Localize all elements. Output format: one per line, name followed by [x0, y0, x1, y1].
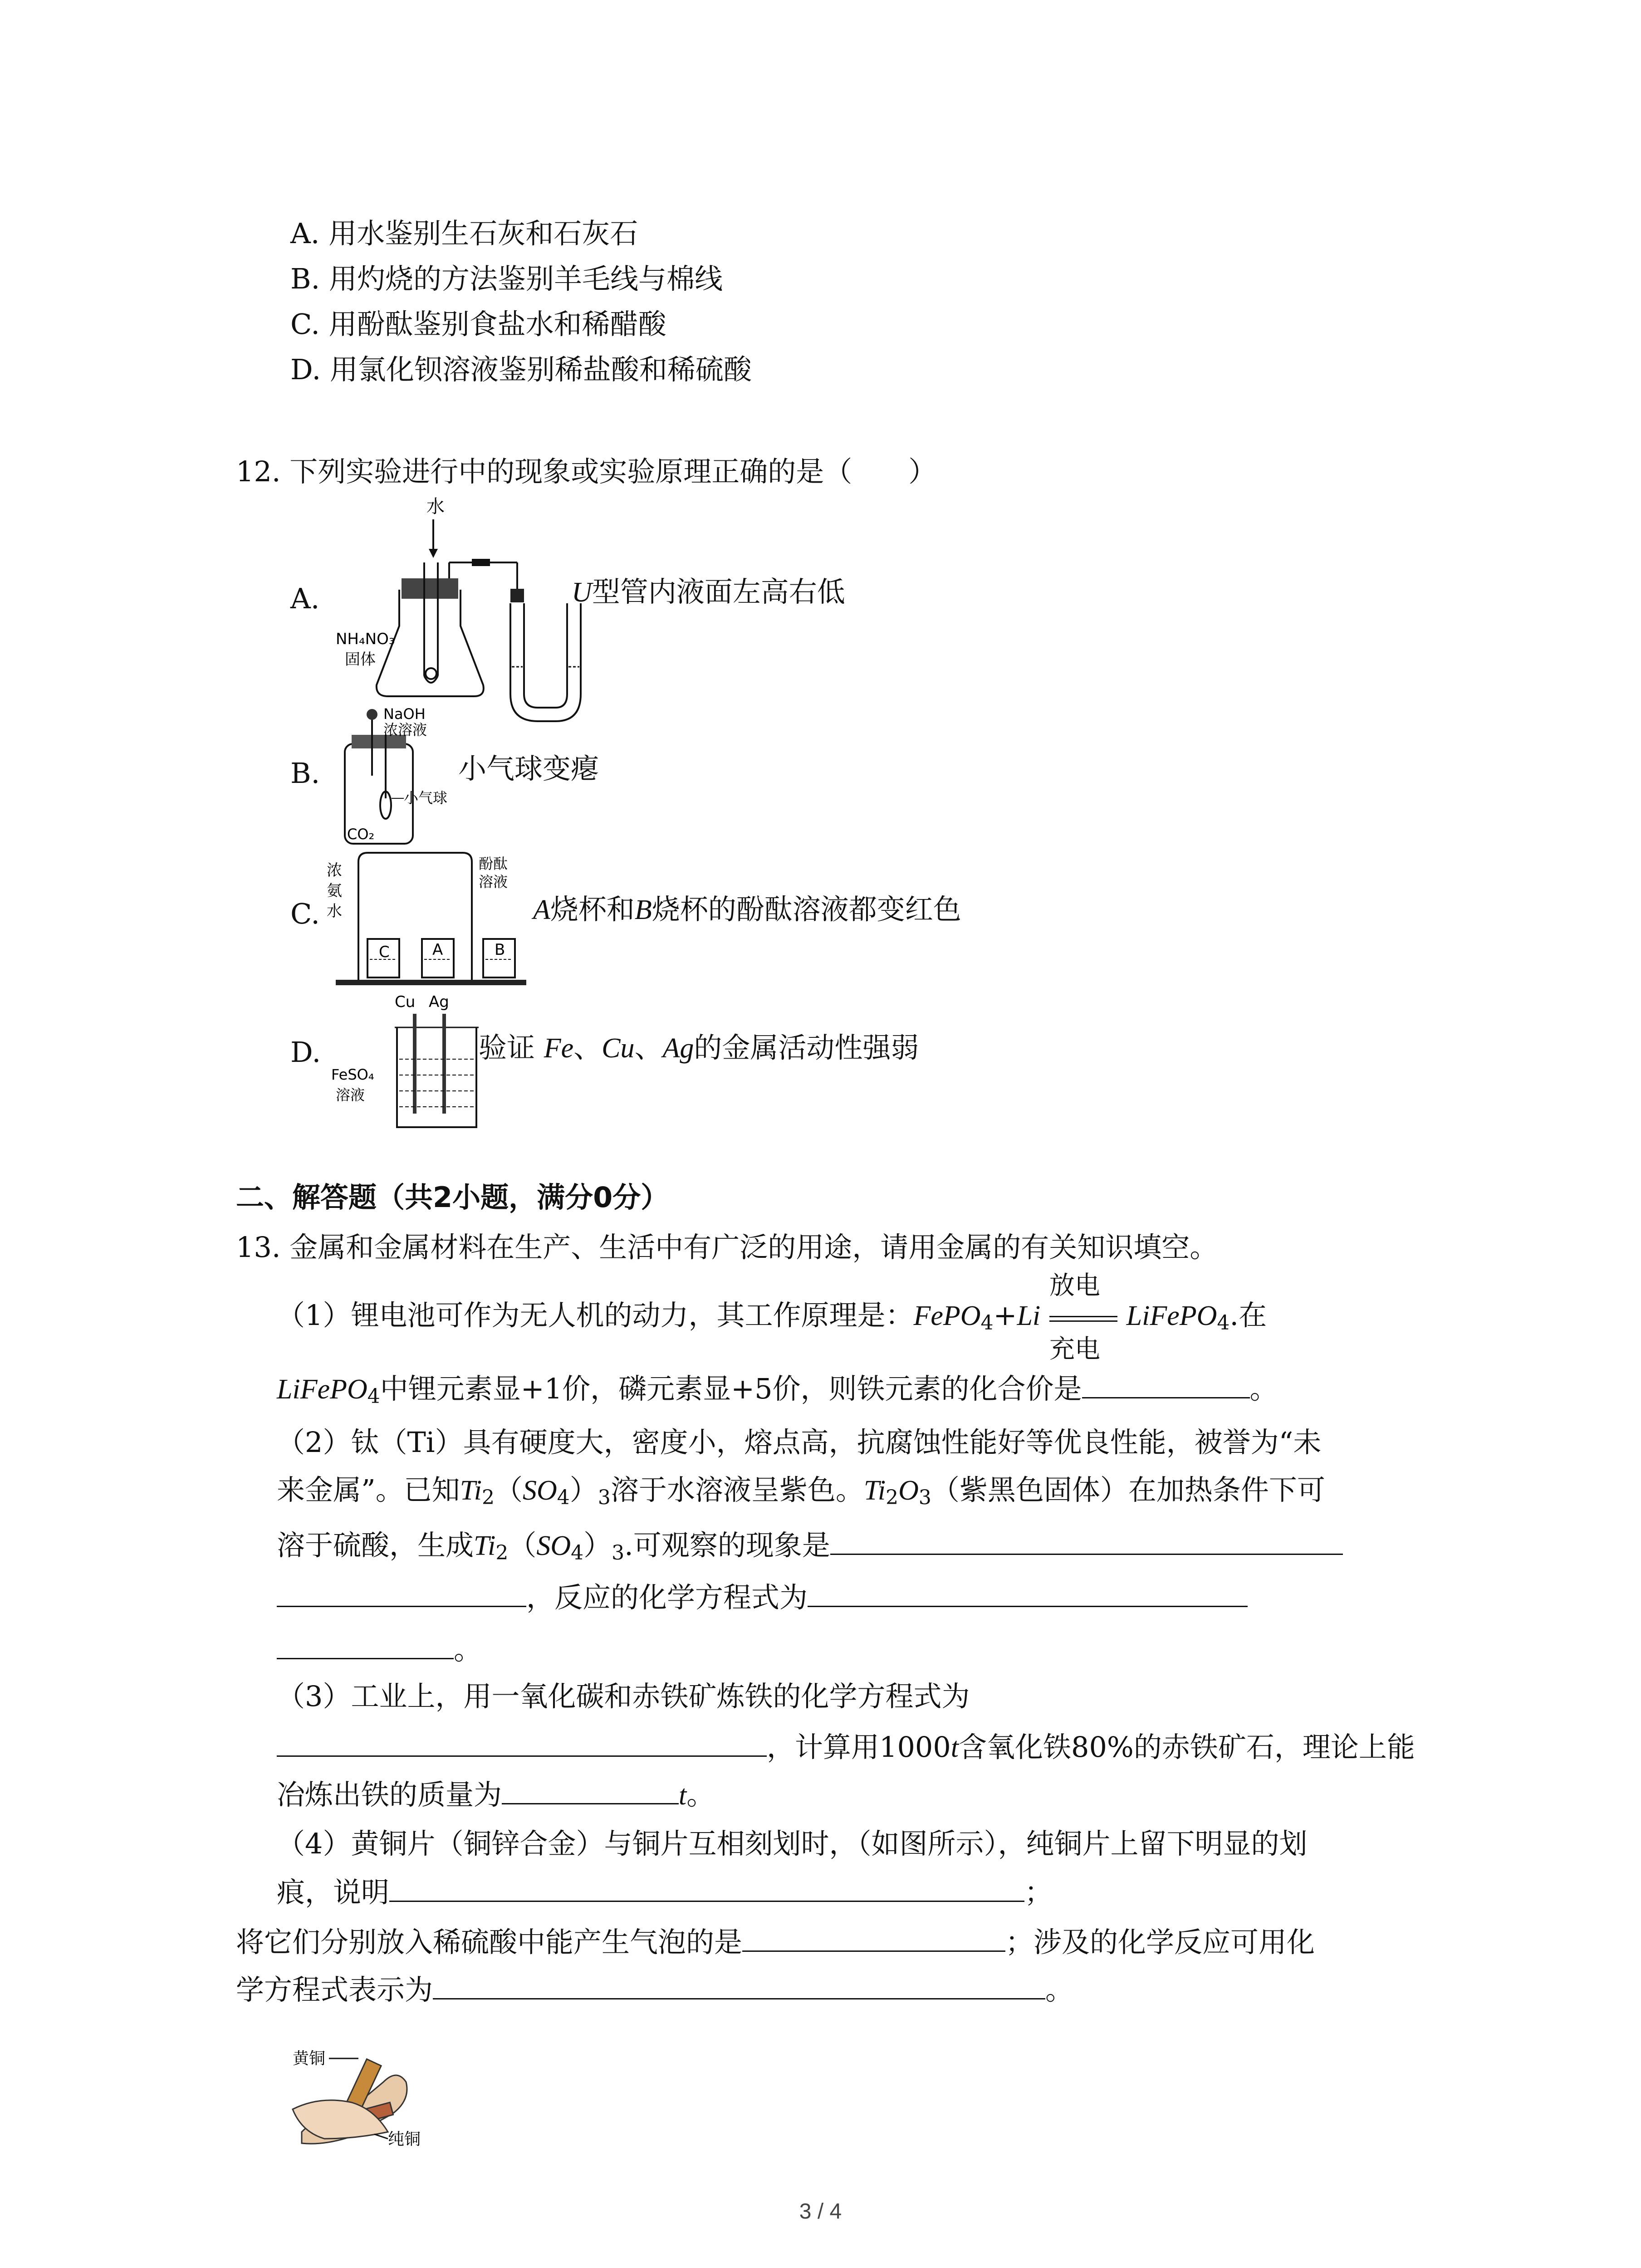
brass-copper-figure: [284, 2041, 433, 2150]
svg-text:浓: 浓: [327, 861, 342, 880]
q12-option-a-text: U型管内液面左高右低: [572, 575, 845, 608]
answer-blank-2a[interactable]: [830, 1526, 1343, 1555]
svg-text:NaOH: NaOH: [383, 705, 426, 723]
q12-option-d-letter: D.: [290, 1036, 321, 1069]
svg-text:浓溶液: 浓溶液: [383, 721, 427, 738]
q11-option-d: D. 用氯化钡溶液鉴别稀盐酸和稀硫酸: [290, 353, 752, 386]
svg-text:A: A: [432, 941, 443, 959]
q12-stem: 12. 下列实验进行中的现象或实验原理正确的是（ ）: [236, 455, 937, 488]
q13-part3-line1: （3）工业上，用一氧化碳和赤铁矿炼铁的化学方程式为: [277, 1680, 970, 1713]
page-number: 3 / 4: [799, 2200, 842, 2224]
svg-text:水: 水: [327, 902, 342, 920]
q11-option-a: A. 用水鉴别生石灰和石灰石: [290, 217, 638, 250]
svg-text:小气球: 小气球: [404, 789, 448, 807]
answer-blank-6[interactable]: [389, 1873, 1024, 1902]
svg-text:黄铜: 黄铜: [293, 2049, 326, 2068]
q11-option-b: B. 用灼烧的方法鉴别羊毛线与棉线: [290, 262, 723, 295]
section-2-heading: 二、解答题（共2小题，满分0分）: [236, 1181, 669, 1214]
q12-option-a-letter: A.: [290, 582, 320, 615]
svg-text:CO₂: CO₂: [347, 826, 375, 843]
q12-option-b-letter: B.: [290, 757, 320, 790]
answer-blank-4[interactable]: [277, 1728, 767, 1757]
answer-blank-1[interactable]: [1082, 1370, 1250, 1398]
q13-part4-line3: 将它们分别放入稀硫酸中能产生气泡的是 ；涉及的化学反应可用化: [236, 1923, 1315, 1960]
q13-part2-line1: （2）钛（Ti）具有硬度大，密度小，熔点高，抗腐蚀性能好等优良性能，被誉为“未: [277, 1426, 1322, 1459]
svg-text:酚酞: 酚酞: [479, 855, 508, 872]
answer-blank-5[interactable]: [502, 1776, 679, 1804]
q12-option-c-letter: C.: [290, 897, 320, 930]
svg-text:溶液: 溶液: [479, 873, 508, 890]
answer-blank-8[interactable]: [433, 1971, 1045, 1999]
svg-text:FeSO₄: FeSO₄: [331, 1066, 374, 1083]
svg-text:NH₄NO₃: NH₄NO₃: [336, 630, 395, 648]
answer-blank-3a[interactable]: [808, 1579, 1248, 1607]
q11-option-c: C. 用酚酞鉴别食盐水和稀醋酸: [290, 308, 666, 341]
answer-blank-2b[interactable]: [277, 1579, 526, 1607]
q13-part4-line1: （4）黄铜片（铜锌合金）与铜片互相刻划时，（如图所示），纯铜片上留下明显的划: [277, 1827, 1308, 1860]
q13-part2-line4: ，反应的化学方程式为: [277, 1579, 1248, 1616]
svg-text:溶液: 溶液: [336, 1086, 365, 1104]
answer-blank-7[interactable]: [742, 1923, 1005, 1952]
q12-option-c-text: A烧杯和B烧杯的酚酞溶液都变红色: [533, 893, 961, 926]
q13-part1-line2: LiFePO$_4$中锂元素显+1价，磷元素显+5价，则铁元素的化合价是 。: [277, 1370, 1278, 1415]
q12-d-figure: [327, 991, 481, 1132]
q13-part2-line5: 。: [277, 1631, 482, 1668]
q13-part1-line1: （1）锂电池可作为无人机的动力，其工作原理是：FePO$_4$+Li 放电 充电 LiFePO$_4$.在: [277, 1271, 1267, 1364]
svg-text:B: B: [495, 941, 505, 959]
q12-option-b-text: 小气球变瘪: [458, 752, 599, 785]
answer-blank-3b[interactable]: [277, 1631, 454, 1659]
q13-part3-line2: ，计算用1000t含氧化铁80%的赤铁矿石，理论上能: [277, 1728, 1415, 1766]
q13-part2-line2: 来金属”。已知$Ti_2(SO_4)_3$溶于水溶液呈紫色。$Ti_2O_3$（紫黑色固体）在加热条件下可: [277, 1473, 1325, 1509]
svg-text:C: C: [379, 943, 390, 961]
q13-stem: 13. 金属和金属材料在生产、生活中有广泛的用途，请用金属的有关知识填空。: [236, 1231, 1218, 1264]
svg-text:纯铜: 纯铜: [388, 2130, 421, 2149]
q13-part2-line3: 溶于硫酸，生成$Ti_2(SO_4)_3$.可观察的现象是: [277, 1526, 1343, 1571]
q13-part3-line3: 冶炼出铁的质量为 t。: [277, 1776, 715, 1813]
svg-text:水: 水: [426, 496, 445, 517]
q13-part4-line4: 学方程式表示为 。: [236, 1971, 1073, 2008]
svg-text:氨: 氨: [327, 882, 342, 900]
q13-part4-line2: 痕，说明 ；: [277, 1873, 1053, 1911]
svg-text:固体: 固体: [345, 650, 376, 669]
svg-text:Cu: Cu: [395, 993, 416, 1011]
q12-option-d-text: 验证 Fe、Cu、Ag的金属活动性强弱: [479, 1031, 919, 1064]
svg-text:Ag: Ag: [429, 993, 449, 1011]
q12-c-figure: [327, 848, 535, 989]
